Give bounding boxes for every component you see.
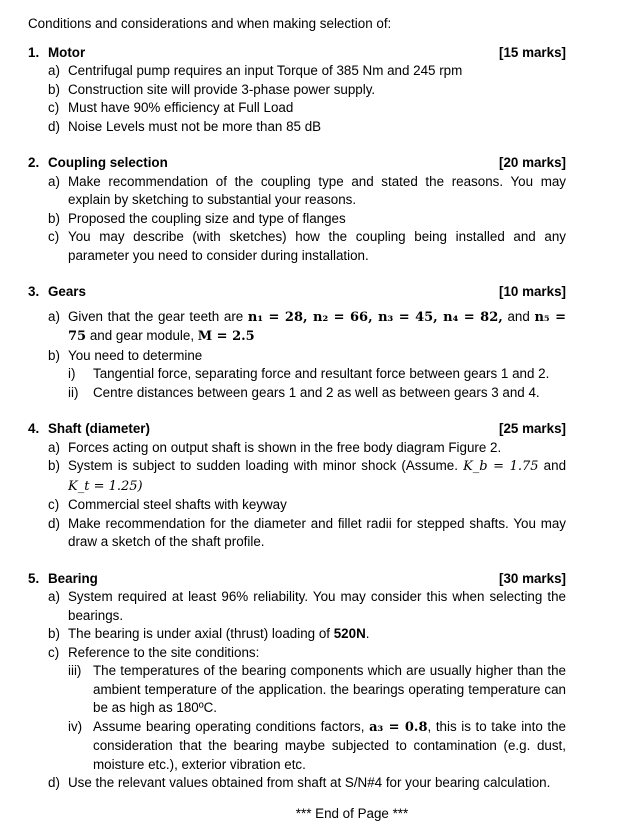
list-item [28,496,566,515]
item-text: Make recommendation of the coupling type and stated the reasons. You may explain by sketching to substantial your reasons. [68,173,566,207]
section-header [28,570,566,589]
section-header [28,283,566,302]
item-text: You may describe (with sketches) how the coupling being installed and any parameter you need to consider during installation. [68,229,566,263]
list-item [28,774,566,793]
sub-item-label: i) [68,366,76,381]
item-text: Must have 90% efficiency at Full Load [68,100,294,115]
item-text: Use the relevant values obtained from shaft at S/N#4 for your bearing calculation. [68,775,551,790]
section-title: Shaft (diameter) [48,421,150,436]
section-header [28,420,566,439]
section-bearing [28,570,566,793]
section-marks: [15 marks] [499,44,566,60]
section-marks: [10 marks] [499,284,566,299]
section-header [28,154,566,173]
item-text: Proposed the coupling size and type of flanges [68,210,346,226]
list-item [28,118,566,137]
text-fragment: Assume bearing operating conditions factors, [93,718,370,734]
intro-text: Conditions and considerations and when making selection of: [28,16,392,31]
item-label: b) [48,81,60,97]
section-number: 1. [28,44,40,60]
item-label: a) [48,308,60,324]
list-item [28,62,566,81]
item-text: Noise Levels must not be more than 85 dB [68,118,322,134]
section-title: Bearing [48,570,98,586]
list-item [28,228,566,265]
item-label: a) [48,173,60,189]
item-label: a) [48,439,60,455]
list-item [28,81,566,100]
section-number: 3. [28,284,40,299]
list-item [28,439,566,458]
gear-module-formula: M = 2.5 [197,329,255,344]
section-shaft [28,420,566,552]
text-fragment: , this is to take into the consideration that the bearing maybe subjected to contamination (e.g. dust, moisture etc.), exterior vibration etc. [93,718,567,772]
item-label: c) [48,644,60,660]
shock-factor-formula: K_t = 1.25) [68,478,143,494]
list-item [28,515,566,552]
item-text [68,625,566,644]
item-label: d) [48,515,60,531]
section-gears [28,283,566,402]
gear-teeth-formula: n₁ = 28, n₂ = 66, n₃ = 45, n₄ = 82, [247,309,503,325]
sub-item [28,662,566,718]
item-label: b) [48,626,60,641]
item-text [68,457,566,496]
list-item [28,625,566,644]
item-label: d) [48,775,60,790]
section-motor [28,44,566,137]
sub-item-text: Centre distances between gears 1 and 2 as well as between gears 3 and 4. [93,384,540,400]
section-marks: [30 marks] [499,570,566,586]
sub-item-text: Tangential force, separating force and resultant force between gears 1 and 2. [93,366,550,381]
item-label: b) [48,210,60,226]
item-label: c) [48,229,60,244]
sub-item [28,384,566,403]
text-fragment: and [538,458,567,473]
section-number: 4. [28,421,40,436]
section-header [28,44,566,63]
text-fragment: and [502,308,535,324]
item-label: b) [48,347,60,363]
item-text: Reference to the site conditions: [68,644,260,660]
text-fragment: Given that the gear teeth are [68,308,248,324]
section-title: Gears [48,284,86,299]
item-text: Forces acting on output shaft is shown in the free body diagram Figure 2. [68,439,502,455]
list-item [28,173,566,210]
sub-item-text: The temperatures of the bearing components which are usually higher than the ambient temperature of the application. the bearings operating temperature can be as high as 180ºC. [93,663,566,715]
sub-item [28,718,566,775]
list-item [28,347,566,366]
gear-teeth-formula: n₅ = 75 [68,309,566,344]
item-text [68,308,566,347]
text-fragment: System is subject to sudden loading with minor shock (Assume. [68,458,464,473]
sub-item [28,365,566,384]
list-item [28,588,566,625]
sub-item-label: ii) [68,384,79,400]
item-text: Centrifugal pump requires an input Torque of 385 Nm and 245 rpm [68,63,463,78]
list-item [28,99,566,118]
section-marks: [25 marks] [499,421,566,436]
section-coupling [28,154,566,265]
page-footer: *** End of Page *** [295,805,409,821]
sub-item-label: iv) [68,718,83,734]
list-item [28,644,566,663]
shock-factor-formula: K_b = 1.75 [463,459,539,474]
list-item [28,210,566,229]
text-fragment: . [365,626,370,641]
list-item [28,457,566,496]
item-text: Construction site will provide 3-phase power supply. [68,81,376,97]
item-label: d) [48,118,60,134]
item-text: Make recommendation for the diameter and fillet radii for stepped shafts. You may draw a sketch of the shaft profile. [68,515,566,549]
section-marks: [20 marks] [499,155,566,170]
text-fragment: and gear module, [86,328,198,343]
item-text: Commercial steel shafts with keyway [68,497,287,512]
item-text: System required at least 96% reliability. You may consider this when selecting the bearings. [68,589,566,623]
sub-item-label: iii) [68,663,82,678]
text-fragment: The bearing is under axial (thrust) loading of [68,626,334,641]
item-label: b) [48,458,60,473]
item-text: You need to determine [68,347,203,363]
section-number: 5. [28,570,40,586]
item-label: a) [48,63,60,78]
section-title: Coupling selection [48,155,168,170]
section-number: 2. [28,155,40,170]
operating-factor-formula: a₃ = 0.8 [369,719,428,735]
section-title: Motor [48,44,86,60]
item-label: c) [48,497,60,512]
item-label: a) [48,589,60,604]
list-item [28,308,566,347]
sub-item-text [93,718,566,775]
axial-load-value: 520N [333,626,366,641]
item-label: c) [48,100,60,115]
